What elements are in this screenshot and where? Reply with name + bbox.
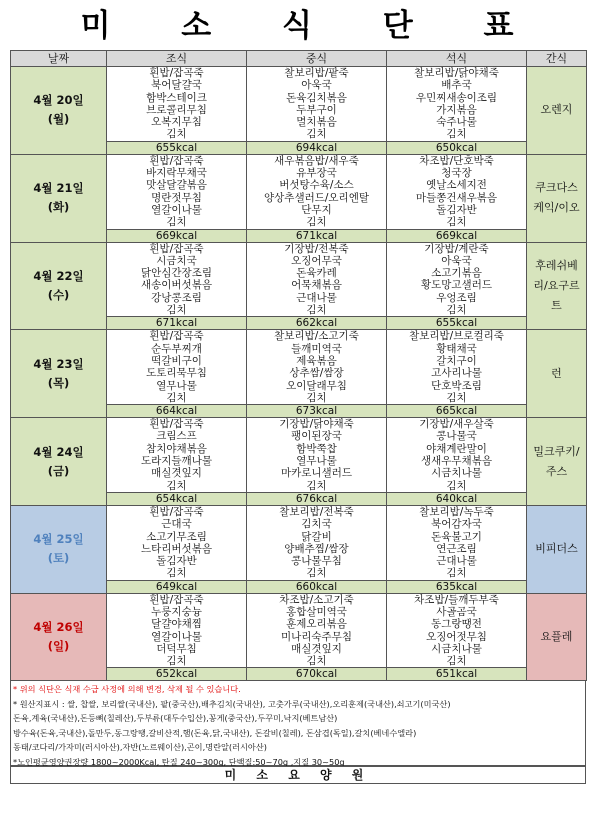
lunch-item: 양배추찜/쌈장 [284,542,349,555]
dinner-kcal: 655kcal [387,317,527,330]
snack-item: 쿠크다스 [535,181,578,195]
breakfast-kcal: 671kcal [107,317,247,330]
breakfast-item: 소고기무조림 [146,530,207,543]
day-date-cell [11,67,107,155]
day-date: 4월 20일 [33,93,84,108]
dinner-item: 돈육불고기 [431,530,482,543]
day-weekday: (목) [47,375,70,390]
lunch-menu [247,154,387,229]
lunch-kcal: 676kcal [247,492,387,505]
day-weekday: (금) [47,463,70,478]
dinner-item: 야채계란말이 [426,442,487,455]
breakfast-menu [107,154,247,229]
lunch-item: 함박쭉찹 [296,442,337,455]
lunch-item: 팽이된장국 [291,430,342,443]
lunch-menu [247,593,387,668]
snack-cell [527,505,587,593]
day-weekday: (토) [47,551,70,566]
notes-warning: * 위의 식단은 식재 수급 사정에 의해 변경, 삭제 될 수 있습니다. [13,684,241,694]
breakfast-item: 달걀야채찜 [151,618,202,631]
lunch-item: 들깨미역국 [291,342,342,355]
day-weekday: (화) [47,200,70,215]
lunch-menu [247,330,387,405]
dinner-item: 찰보리밥/녹두죽 [419,505,494,518]
notes-origin-3: 방수육(돈육,국내산),돌만두,동그랑땡,갈비산적,햄(돈육,닭,국내산), 돈갈비(칠레), 돈삼겹(독일),갈치(베네수엘라) [13,727,417,738]
snack-item: 리/요구르 [533,278,580,292]
lunch-item: 아욱국 [301,79,332,92]
lunch-item: 기장밥/닭야채죽 [279,418,354,431]
breakfast-menu [107,505,247,580]
dinner-item: 단호박조림 [431,379,482,392]
dinner-item: 김치 [446,391,467,404]
lunch-item: 오이달래무침 [286,379,347,392]
day-date-cell [11,154,107,242]
notes-nutrition: *노인평균영양권장량 1800~2000Kcal, 탄질 240~300g, 단백질:50~70g ,지질 30~50g [13,756,345,767]
lunch-item: 돈육김치볶음 [286,91,347,104]
dinner-item: 마들쫑건새우볶음 [415,191,498,204]
day-date-cell [11,330,107,418]
dinner-item: 동그랑땡전 [431,618,482,631]
day-date: 4월 23일 [33,356,84,371]
breakfast-item: 크림스프 [156,430,197,443]
dinner-item: 김치 [446,567,467,580]
lunch-item: 찰보리밥/전복죽 [279,505,354,518]
snack-cell [527,593,587,681]
day-date: 4월 24일 [33,444,84,459]
day-date-cell [11,242,107,330]
lunch-item: 차조밥/소고기죽 [279,593,354,606]
day-row [11,505,587,580]
breakfast-item: 명란젓무침 [151,191,202,204]
lunch-menu [247,242,387,317]
dinner-menu [387,418,527,493]
lunch-kcal: 671kcal [247,229,387,242]
lunch-item: 기장밥/전복죽 [284,242,349,255]
breakfast-item: 김치 [166,655,187,668]
day-row [11,242,587,317]
lunch-kcal: 673kcal [247,405,387,418]
header-snack: 간식 [527,51,587,67]
snack-cell [527,418,587,506]
lunch-item: 새우볶음밥/새우죽 [274,154,359,167]
dinner-item: 사골곰국 [436,605,477,618]
breakfast-item: 떡갈비구이 [151,354,202,367]
day-weekday: (월) [47,112,70,127]
dinner-item: 청국장 [441,167,472,180]
lunch-kcal: 660kcal [247,580,387,593]
breakfast-item: 닭안심간장조림 [140,267,212,280]
lunch-item: 찰보리밥/소고기죽 [274,330,359,343]
breakfast-item: 흰밥/잡곡죽 [149,242,204,255]
snack-item: 후레쉬베 [535,258,578,272]
lunch-item: 단무지 [301,203,332,216]
breakfast-item: 흰밥/잡곡죽 [149,418,204,431]
facility-name: 미 소 요 양 원 [10,766,586,784]
day-row [11,593,587,668]
lunch-item: 미나리숙주무침 [280,630,352,643]
lunch-item: 상추쌈/쌈장 [289,367,344,380]
lunch-item: 제육볶음 [296,354,337,367]
breakfast-item: 매실겻잎지 [151,467,202,480]
notes-origin-2: 돈육,계육(국내산),돈등뼈(칠레산),두부류(대두수입산),꽁게(중국산),두꾸미,낙지(베트남산) [13,713,338,724]
lunch-item: 김치 [306,128,327,141]
lunch-item: 김치 [306,479,327,492]
breakfast-item: 열무나물 [156,379,197,392]
day-date-cell [11,418,107,506]
dinner-menu [387,242,527,317]
breakfast-kcal: 652kcal [107,668,247,681]
lunch-item: 매실겻잎지 [291,642,342,655]
breakfast-item: 느타리버섯볶음 [140,542,212,555]
lunch-item: 유부장국 [296,167,337,180]
breakfast-item: 김치 [166,391,187,404]
breakfast-item: 함박스테이크 [146,91,207,104]
breakfast-menu [107,593,247,668]
day-date-cell [11,505,107,593]
dinner-item: 김치 [446,128,467,141]
breakfast-menu [107,330,247,405]
dinner-item: 오징어젓무침 [426,630,487,643]
lunch-item: 열무나물 [296,455,337,468]
breakfast-item: 열갈이나물 [151,203,202,216]
snack-cell [527,330,587,418]
lunch-item: 멸치볶음 [296,116,337,129]
breakfast-menu [107,67,247,142]
breakfast-item: 김치 [166,128,187,141]
day-row [11,154,587,229]
lunch-item: 홍합살미역국 [286,605,347,618]
breakfast-item: 새송이버섯볶음 [140,279,212,292]
snack-item: 케익/이오 [533,201,580,215]
lunch-kcal: 670kcal [247,668,387,681]
breakfast-item: 김치 [166,216,187,229]
breakfast-item: 흰밥/잡곡죽 [149,505,204,518]
lunch-kcal: 694kcal [247,141,387,154]
breakfast-item: 맛살달걀볶음 [146,179,207,192]
day-date: 4월 26일 [33,620,84,635]
dinner-menu [387,505,527,580]
dinner-item: 고사리나물 [431,367,482,380]
dinner-menu [387,330,527,405]
snack-item: 주스 [545,464,568,478]
dinner-item: 콩나물국 [436,430,477,443]
day-row [11,67,587,142]
dinner-item: 차조밥/단호박죽 [419,154,494,167]
lunch-item: 훈제오리볶음 [286,618,347,631]
day-date: 4월 25일 [33,532,84,547]
menu-table [10,50,587,681]
lunch-item: 마카로니샐러드 [280,467,352,480]
breakfast-item: 북어달걀국 [151,79,202,92]
breakfast-kcal: 669kcal [107,229,247,242]
lunch-menu [247,418,387,493]
breakfast-item: 근대국 [161,518,192,531]
dinner-item: 김치 [446,216,467,229]
breakfast-menu [107,242,247,317]
dinner-item: 생새우무채볶음 [420,455,492,468]
dinner-item: 근대나물 [436,555,477,568]
dinner-kcal: 665kcal [387,405,527,418]
snack-cell [527,67,587,155]
dinner-item: 숙주나물 [436,116,477,129]
dinner-item: 북어감자국 [431,518,482,531]
dinner-item: 시금치나물 [431,467,482,480]
header-dinner: 석식 [387,51,527,67]
lunch-item: 김치 [306,216,327,229]
breakfast-menu [107,418,247,493]
breakfast-item: 열갈이나물 [151,630,202,643]
notes-origin-4: 동태/코다리/가자미(러시아산),자반(노르웨이산),곤이,명란알(러시아산) [13,742,267,753]
dinner-menu [387,67,527,142]
breakfast-item: 흰밥/잡곡죽 [149,154,204,167]
header-row [11,51,587,67]
dinner-item: 소고기볶음 [431,267,482,280]
breakfast-item: 브로콜리무침 [146,103,207,116]
snack-item: 비피더스 [535,542,578,556]
dinner-item: 우민찌새송이조림 [415,91,498,104]
lunch-item: 김치 [306,655,327,668]
dinner-kcal: 640kcal [387,492,527,505]
lunch-kcal: 662kcal [247,317,387,330]
breakfast-kcal: 664kcal [107,405,247,418]
snack-item: 트 [551,298,562,312]
breakfast-item: 김치 [166,567,187,580]
breakfast-item: 도라지들깨나물 [140,455,212,468]
dinner-item: 배추국 [441,79,472,92]
dinner-kcal: 669kcal [387,229,527,242]
lunch-menu [247,505,387,580]
lunch-item: 찰보리밥/팥죽 [284,67,349,79]
dinner-item: 기장밥/새우살죽 [419,418,494,431]
breakfast-item: 바지락무채국 [146,167,207,180]
page-title: 미 소 식 단 표 [80,8,544,44]
lunch-item: 닭갈비 [301,530,332,543]
breakfast-item: 누룽지숭늉 [151,605,202,618]
header-breakfast: 조식 [107,51,247,67]
snack-item: 요플레 [540,630,573,644]
day-row [11,330,587,405]
dinner-item: 차조밥/들깨두부죽 [414,593,499,606]
snack-item: 오렌지 [540,103,573,117]
dinner-item: 가지볶음 [436,103,477,116]
lunch-item: 두부구이 [296,103,337,116]
notes-section [10,680,586,766]
lunch-item: 근대나물 [296,291,337,304]
breakfast-item: 김치 [166,479,187,492]
lunch-item: 김치 [306,391,327,404]
lunch-item: 오징어무국 [291,254,342,267]
dinner-kcal: 650kcal [387,141,527,154]
dinner-item: 김치 [446,304,467,317]
lunch-menu [247,67,387,142]
breakfast-item: 도토리묵무침 [146,367,207,380]
notes-origin-1: * 원산지표시 : 쌀, 찹쌀, 보리쌀(국내산), 팥(중국산),배추김치(국내산), 고춧가루(국내산),오리훈제(국내산),쇠고기(미국산) [13,698,451,709]
breakfast-item: 순두부찌개 [151,342,202,355]
lunch-item: 김치국 [301,518,332,531]
breakfast-kcal: 655kcal [107,141,247,154]
dinner-kcal: 635kcal [387,580,527,593]
dinner-menu [387,154,527,229]
lunch-item: 어묵채볶음 [291,279,342,292]
lunch-item: 김치 [306,567,327,580]
dinner-item: 찰보리밥/닭야채죽 [414,67,499,79]
dinner-item: 옛날소세지전 [426,179,487,192]
dinner-item: 황도망고샐러드 [420,279,492,292]
lunch-item: 콩나물무침 [291,555,342,568]
snack-cell [527,242,587,330]
lunch-item: 버섯탕수육/소스 [279,179,354,192]
snack-item: 런 [551,366,562,380]
dinner-item: 시금치나물 [431,642,482,655]
breakfast-item: 흰밥/잡곡죽 [149,330,204,343]
dinner-item: 아욱국 [441,254,472,267]
dinner-menu [387,593,527,668]
dinner-kcal: 651kcal [387,668,527,681]
day-weekday: (일) [47,639,70,654]
dinner-item: 우엉조림 [436,291,477,304]
breakfast-item: 시금치국 [156,254,197,267]
breakfast-item: 김치 [166,304,187,317]
header-lunch: 중식 [247,51,387,67]
lunch-item: 양상추샐러드/오리엔탈 [264,191,369,204]
day-date: 4월 21일 [33,181,84,196]
breakfast-item: 더덕무침 [156,642,197,655]
breakfast-kcal: 649kcal [107,580,247,593]
snack-item: 밀크쿠키/ [533,444,580,458]
lunch-item: 김치 [306,304,327,317]
day-date: 4월 22일 [33,268,84,283]
breakfast-kcal: 654kcal [107,492,247,505]
dinner-item: 기장밥/계란죽 [424,242,489,255]
breakfast-item: 돌김자반 [156,555,197,568]
breakfast-item: 강낭콩조림 [151,291,202,304]
breakfast-item: 흰밥/잡곡죽 [149,593,204,606]
breakfast-item: 오복지무침 [151,116,202,129]
dinner-item: 김치 [446,655,467,668]
day-weekday: (수) [47,287,70,302]
header-date: 날짜 [11,51,107,67]
dinner-item: 갈치구이 [436,354,477,367]
lunch-item: 돈육카레 [296,267,337,280]
dinner-item: 김치 [446,479,467,492]
dinner-item: 돌김자반 [436,203,477,216]
snack-cell [527,154,587,242]
breakfast-item: 흰밥/잡곡죽 [149,67,204,79]
day-row [11,418,587,493]
day-date-cell [11,593,107,681]
dinner-item: 연근조림 [436,542,477,555]
dinner-item: 찰보리밥/브로컬리죽 [409,330,504,343]
dinner-item: 황태채국 [436,342,477,355]
breakfast-item: 참치야채볶음 [146,442,207,455]
